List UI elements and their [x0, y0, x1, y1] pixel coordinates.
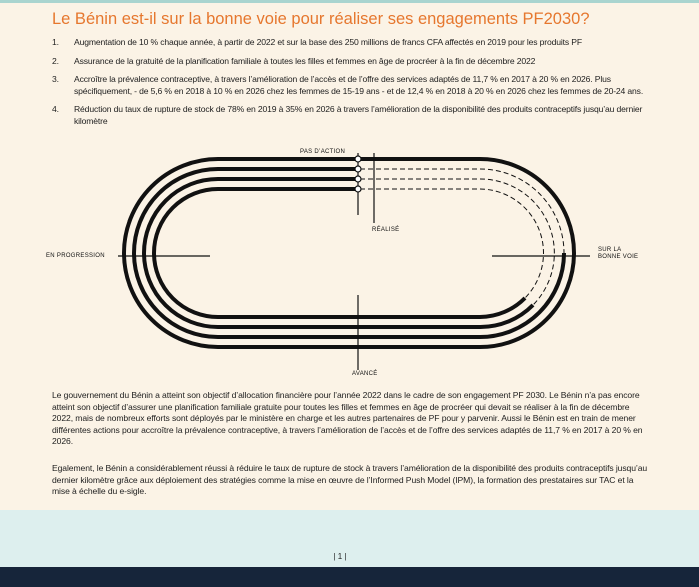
body-paragraph: Egalement, le Bénin a considérablement réussi à réduire le taux de rupture de stock à travers l’amélioration de la disponibilité des produits contraceptifs jusqu’au dernier kilomètre grâce aux déploiement des stratégies comme la mise en œuvre de l’Informed Push Model (IPM), la formation des prestataires sur TAC et la mise à échelle du e-sigle. [52, 463, 648, 497]
document-page [0, 3, 699, 510]
commitment-number: 2. [52, 55, 59, 66]
commitment-number: 1. [52, 37, 59, 47]
commitment-text: Assurance de la gratuité de la planification familiale à toutes les filles et femmes en âge de procréer à la fin de décembre 2022 [74, 55, 536, 66]
body-paragraph: Le gouvernement du Bénin a atteint son objectif d’allocation financière pour l’année 2022 dans le cadre de son engagement PF 2030. Le Bénin n’a pas encore atteint son objectif d’assurer une planification familiale gratuite pour toutes les filles et femmes en âge de procréer qui devait se réaliser à la fin de décembre 2022, mais de nombreux efforts sont déployés par le ministère en charge et les autres partenaires de PF pour y parvenir. Aussi le Bénin est en train de mener différentes actions pour accroître la prévalence contraceptive, à travers l’amélioration de l’accès et de l’offre des services adaptés de 11,7 % en 2017 à 20 % en 2026. [52, 390, 643, 447]
commitment-number: 4. [52, 104, 59, 114]
track-lane-3-remaining [360, 179, 554, 305]
label-in-progress: EN PROGRESSION [46, 253, 105, 259]
label-advanced: AVANCÉ [352, 371, 378, 377]
lane-4-start-dot [355, 186, 361, 192]
page-number: | 1 | [333, 552, 347, 561]
track-lane-4 [154, 189, 525, 317]
commitment-item [52, 74, 652, 97]
track-lane-2 [134, 169, 564, 337]
commitment-text: Augmentation de 10 % chaque année, à partir de 2022 et sur la base des 250 millions de francs CFA affectés en 2019 pour les produits PF [74, 37, 582, 47]
lane-3-start-dot [355, 176, 361, 182]
label-no-action: PAS D’ACTION [300, 149, 346, 155]
commitment-item [52, 37, 652, 49]
commitment-number: 3. [52, 74, 59, 84]
commitment-item [52, 56, 652, 68]
label-on-track [598, 247, 638, 261]
commitment-item [52, 104, 652, 127]
track-lane-4-remaining [360, 189, 543, 298]
commitment-text: Accroître la prévalence contraceptive, à travers l’amélioration de l’accès et de l’offre des services adaptés de 11,7 % en 2017 à 20 % en 2026. Plus spécifiquement, - de 5,6 % en 2018 à 10 % en 2026 chez les femmes de 15-19 ans - et de 12,4 % en 2018 à 20 % en 2026 chez les femmes de 20-24 ans. [74, 74, 644, 96]
page-title: Le Bénin est-il sur la bonne voie pour réaliser ses engagements PF2030? [52, 10, 590, 28]
lane-1-start-dot [355, 156, 361, 162]
page-footer [0, 510, 699, 567]
commitments-list [52, 37, 652, 134]
label-on-track-line1: SUR LA [598, 247, 622, 253]
track-lane-3 [144, 179, 533, 327]
lane-2-start-dot [355, 166, 361, 172]
commitment-text: Réduction du taux de rupture de stock de 78% en 2019 à 35% en 2026 à travers l’amélioration de la disponibilité des produits contraceptifs jusqu’au dernier kilomètre [74, 104, 643, 126]
track-lane-2-remaining [360, 169, 564, 253]
progress-track-figure [0, 143, 699, 383]
bottom-bar [0, 567, 699, 587]
race-track-diagram [0, 143, 699, 383]
label-achieved: RÉALISÉ [372, 227, 400, 233]
label-on-track-line2: BONNE VOIE [598, 254, 639, 260]
